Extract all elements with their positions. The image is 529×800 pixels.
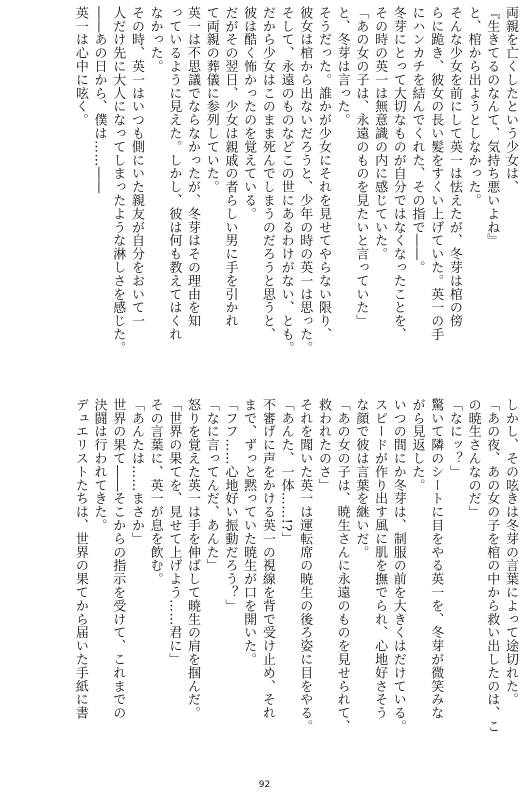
text-column: らに跪き、彼女の長い髪をすくい上げていた。英一の手 [428,6,444,341]
text-column: 『生きてるのなんて、気持ち悪いよね』 [484,6,500,248]
text-column: いつの間にか冬芽は、制服の前を大きくはだけている。 [390,398,406,733]
text-column: にハンカチを結んでくれた、その指で――。 [409,6,425,274]
text-column: 人だけ先に大人になってしまったような淋しさを感じた。 [110,6,126,355]
text-column: デュエリストたちは、世界の果てから届いた手紙に書 [72,398,88,720]
text-column: 「あんた、一体……!?」 [278,398,294,545]
text-column: スピードが作り出す風に肌を撫でられ、心地好さそう [372,398,388,720]
text-column: 怒りを覚えた英一は手を伸ばして暁生の肩を掴んだ。 [185,398,201,720]
text-column: 不審げに声をかける英一の視線を背で受け止め、それ [259,398,275,720]
upper-text-block [0,6,519,361]
text-column: その言葉に、英一が息を飲む。 [147,398,163,586]
text-column: 彼は酷く怖かったのを覚えている。 [241,6,257,221]
text-column: 「世界の果てを、見せて上げよう……君に」 [166,398,182,666]
text-column: そんな少女を前にして英一は怯えたが、冬芽は棺の傍 [446,6,462,328]
text-column: その時、英一はいつも側にいた親友が自分をおいて一 [128,6,144,328]
text-column: 救われたのさ」 [315,398,331,492]
text-column: がら見返した。 [409,398,425,492]
text-column: まで、ずっと黙っていた暁生が口を開いた。 [241,398,257,666]
text-column: なかった。 [147,6,163,73]
text-column: 彼女は棺から出ないだろうと、少年の時の英一は思った。 [297,6,313,355]
text-column: だから少女はこのまま死んでしまうのだろうと思うと、 [259,6,275,341]
text-column: 英一は心中に呟く。 [72,6,88,127]
text-column: 冬芽にとって大切なものが自分ではなくなったことを、 [390,6,406,341]
text-column: 「あの女の子は、永遠のものを見たいと言っていた」 [353,6,369,328]
text-column: 「あの夜、あの女の子を棺の中から救い出したのは、こ [484,398,500,733]
text-column: そして、永遠のものなどこの世にあるわけがない、とも。 [278,6,294,355]
text-column: 英一は不思議でならなかったが、冬芽はその理由を知 [185,6,201,328]
text-column: 世界の果て――そこからの指示を受けて、これまでの [110,398,126,720]
text-column: ――あの日から、僕は……―― [91,6,107,194]
text-column: と、棺から出ようとしなかった。 [465,6,481,207]
text-column: それを聞いた英一は運転席の暁生の後ろ姿に目をやる。 [297,398,313,733]
text-column: 驚いて隣のシートに目をやる英一を、冬芽が微笑みな [428,398,444,720]
page-number: 92 [258,780,271,790]
text-column: っているように見えた。しかし、彼は何も教えてはくれ [166,6,182,341]
text-column: しかし、その呟きは冬芽の言葉によって途切れた。 [503,398,518,707]
text-column: だがその翌日、少女は親戚の者らしい男に手を引かれ [222,6,238,328]
text-column: の暁生さんなのだ」 [465,398,481,519]
text-column: 「なにッ？」 [446,398,462,479]
lower-text-block [0,398,519,754]
text-column: 決闘は行われてきた。 [91,398,107,532]
text-column: 「フフ……心地好い振動だろう？」 [222,398,238,613]
text-column: そうだった。誰かが少女にそれを見せてやらない限り、 [315,6,331,341]
text-column: 両親を亡くしたという少女は、 [503,6,518,194]
text-column: と、冬芽は言った。 [334,6,350,127]
text-column: 「あの女の子は、暁生さんに永遠のものを見せられて、 [334,398,350,733]
text-column: て両親の葬儀に参列していた。 [203,6,219,194]
text-column: な顔で彼は言葉を継いだ。 [353,398,369,559]
text-column: 「なに言ってんだ、あんた」 [203,398,219,573]
text-column: その時の英一は無意識の内に感じていた。 [372,6,388,261]
text-column: 「あんたは……まさか」 [128,398,144,546]
